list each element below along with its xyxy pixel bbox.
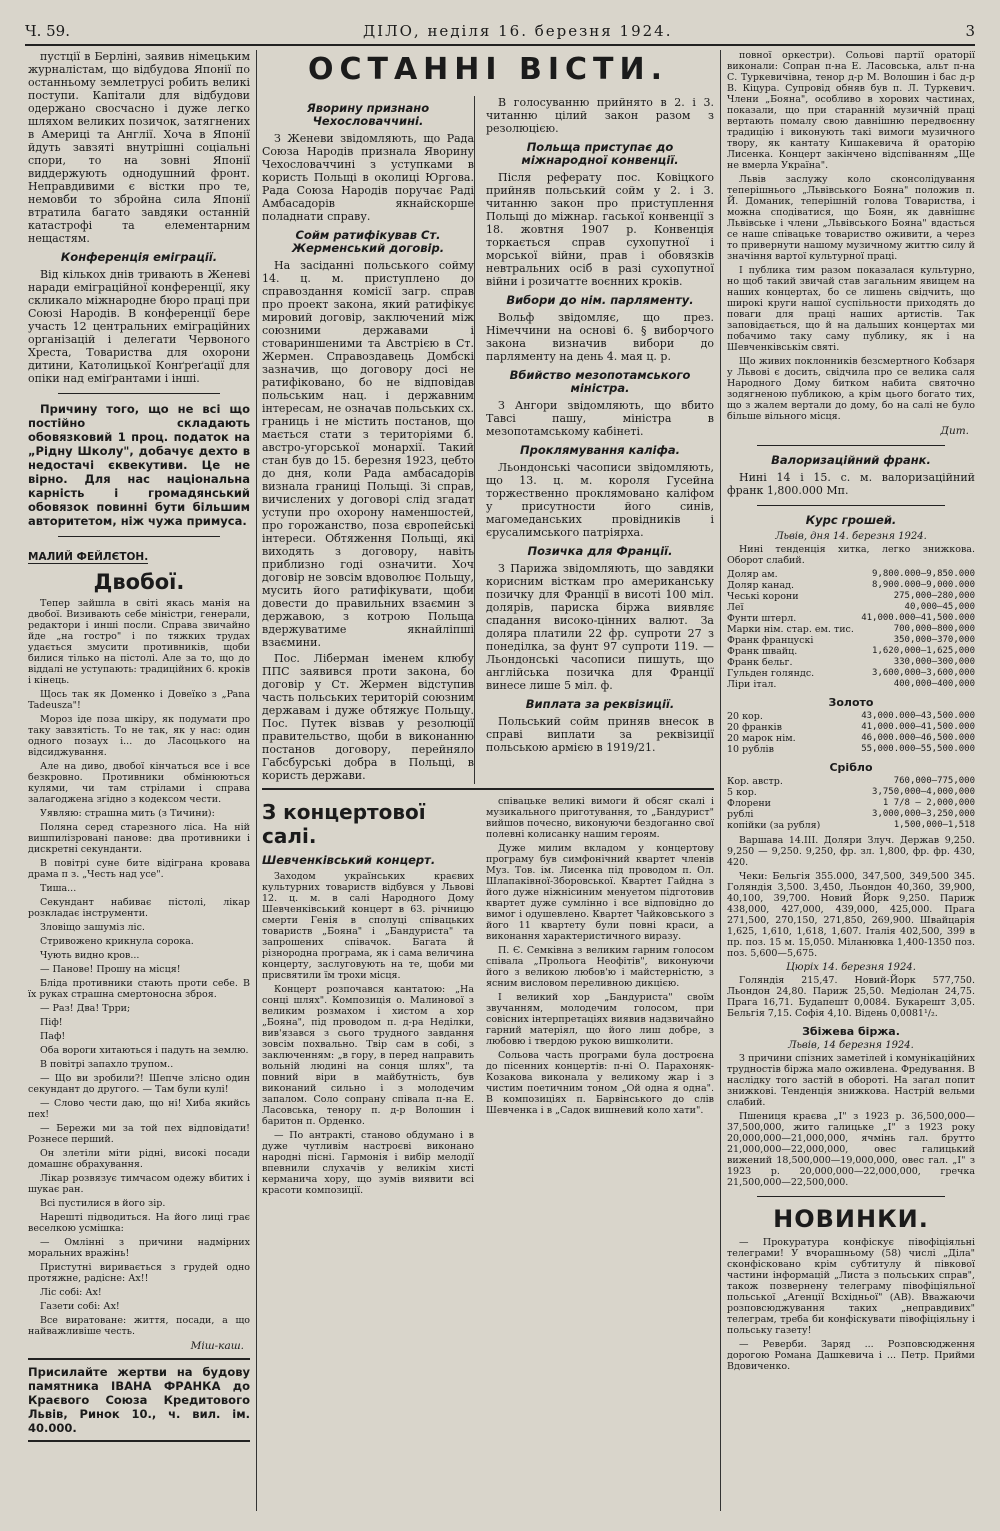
concert-title: З концертової салі. (262, 800, 426, 848)
paragraph: — Реверби. Заряд ... Розповсюдження дорогою Романа Дашкевича і ... Петр. Прийми Вдовиченко. (727, 1339, 975, 1372)
rate-value: 350,000—370,000 (893, 635, 975, 645)
rates-date: Львів, дня 14. березня 1924. (775, 531, 927, 542)
paragraph: — Раз! Два! Трри; (40, 1003, 131, 1014)
rate-label: 20 кор. (727, 711, 763, 722)
rate-row (727, 722, 975, 733)
paragraph: Паф! (40, 1031, 66, 1042)
rate-label: Франк бельг. (727, 657, 793, 668)
paragraph: Льондонські часописи звідомляють, що 13. ц. м. короля Гусейна торжественно проклямовано каліфом у присутности його синів, магомеданських провідників і єрусалимського патріярха. (486, 461, 714, 539)
divider (58, 393, 220, 394)
paragraph: — Омлінні з причини надмірних моральних вражінь! (28, 1237, 250, 1259)
paragraph: Зловіщо зашуміз ліс. (40, 922, 145, 933)
paragraph: І великий хор „Бандуриста" своїм звучанням, молодечим голосом, при совісних інтерпретаціях виявив надзвичайно гарний матеріял, що його лиш добре, з любовю і твердою рукою вишколити. (486, 992, 714, 1047)
paragraph: В повітрі запахло трупом.. (40, 1059, 174, 1070)
paragraph: Польський сойм приняв внесок в справі виплати за реквізиції польською армією в 1919/21. (486, 715, 714, 754)
rate-label: Фунти штерл. (727, 613, 797, 624)
feuilleton-body (28, 598, 250, 1337)
concert-signature: Дит. (940, 425, 969, 437)
column-3 (486, 96, 714, 785)
rate-value: 1,620,000—1,625,000 (872, 646, 975, 656)
rate-row (727, 820, 975, 831)
paragraph: З Ангори звідомляють, що вбито Тавсі пашу, міністра в мезопотамському кабінеті. (486, 399, 714, 438)
rate-row (727, 569, 975, 580)
paragraph: Поляна серед старезного ліса. На ній вишпилізровані панове: два противники і дискретні секунданти. (28, 822, 250, 855)
concert-article-left (262, 796, 474, 1511)
rate-label: Флорени (727, 798, 772, 809)
rate-value: 8,900.000—9,000.000 (872, 580, 975, 590)
paragraph: Тиша... (40, 883, 77, 894)
silver-heading: Срібло (829, 761, 873, 774)
paragraph: Он злетіли міти рідні, високі посади домашнє обрахування. (28, 1148, 250, 1170)
rate-label: Франк францускі (727, 635, 814, 646)
paragraph: Лікар розвязує тимчасом одежу вбитих і шукає ран. (28, 1173, 250, 1195)
paragraph: З причини спізних заметілей і комунікаційних трудностів біржа мало оживлена. Фредування. В наслідку того застій в обороті. На загал попит знижкові. Тенденція знижкова. Настрій вельми слабий. (727, 1053, 975, 1108)
paragraph: Сольова часть програми була достроєна до пісенних концертів: п-ні О. Парахоняк-Козакова виконала у великому жар і з чистим поетичним тоном „Ой одна я одна". В композиціях п. Барвінського до слів Шевченка і в „Садок вишневий коло хати". (486, 1050, 714, 1116)
column-rule (474, 96, 475, 784)
rate-label: Леї (727, 602, 744, 613)
section-kicker: МАЛИЙ ФЕЙЛЄТОН. (28, 551, 149, 563)
paragraph: Всі пустилися в його зір. (40, 1198, 166, 1209)
paragraph: Нині 14 і 15. с. м. валоризаційний франк 1,800.000 Мп. (727, 471, 975, 497)
headline-exchange-rates: Курс грошей. (805, 513, 897, 527)
divider (757, 1196, 945, 1197)
masthead-title: ДІЛО, неділя 16. березня 1924. (362, 22, 673, 40)
paragraph: П. Є. Семківна з великим гарним голосом співала „Прольога Неофітів", виконуючи його з великою любов'ю і майстерністю, з ясним висловом переливною дикцією. (486, 945, 714, 989)
gold-heading: Золото (828, 696, 874, 709)
paragraph: Нині тенденція хитка, легко знижкова. Оборот слабий. (727, 544, 975, 566)
paragraph: Голяндія 215,47. Новий-Йорк 577,750. Льондон 24,80. Париж 25,50. Медіолан 24,75. Прага 16,71. Будапешт 0,0084. Букарешт 3,05. Бельгія 7,15. Софія 4,10. Відень 0,0081¹/₂. (727, 975, 975, 1019)
rate-value: 1 7/8 — 2,000,000 (882, 798, 975, 808)
rate-label: 20 марок нім. (727, 733, 796, 744)
paragraph: Все виратоване: життя, посади, а що найважливіше честь. (28, 1315, 250, 1337)
currency-rates-table (727, 569, 975, 690)
grain-exchange-heading: Збіжева біржа. (802, 1025, 900, 1038)
rate-row (727, 733, 975, 744)
paragraph: Ліс собі: Ах! (40, 1287, 102, 1298)
paragraph: Вольф звідомляє, що през. Німеччини на основі 6. § виборчого закона визначив вибори до парляменту на день 4. мая ц. р. (486, 311, 714, 363)
paragraph: — Прокуратура конфіскує півофіціяльні телеграми! У вчорашньому (58) числі „Діла" сконфісковано крім субтитулу й півкової частини інформацій „Листа з польських справ", також позвернену телеграму півофіціяльної польської „Агенції Всхідньої" (АВ). Вважаючи розповсюджування таких „неправдивих" телеграм, треба би конфіскувати півофіціяльну і польську газету! (727, 1237, 975, 1336)
rate-value: 3,000,000—3,250,000 (872, 809, 975, 819)
divider (58, 536, 220, 537)
paragraph: Піф! (40, 1017, 63, 1028)
paragraph: На засіданні польського сойму 14. ц. м. приступлено до справоздання комісії загр. справ про проект закона, який ратифікує мировий договір, заключений між союзними державами і стовариншеними та Австрією в Ст. Жермен. Справоздавець Домбскі зазначив, що договору досі не ратифіковано, бо не відповідав польським нац. і державним інтересам, не означав польських сх. границь і не містить постанов, що мається стати з територіями б. австро-угорської монархії. Такий стан був до 15. березня 1923, цебто до дня, коли Рада амбасадорів визнала границі Польщі. Зі справ, вичислених у договорі слід згадат уступи про охорону наменшостей, про горожанство, поза європейські інтереси. Обтяження Польщі, які виходять з договору, навіть приблизно годі означити. Хоч договір не зовсім вдоволює Польщу, мусить його ратифікувати, щоби довести до правильних взаємин з державою, з котрою Польща вдержуватиме якнайліпші взаємини. (262, 259, 474, 649)
rate-value: 41,000.000—41,500.000 (861, 613, 975, 623)
rate-row (727, 613, 975, 624)
paragraph: повної оркестри). Сольові партії ораторії виконали: Сопран п-на Е. Ласовська, альт п-на С. Туркевичівна, тенор д-р М. Волошин і бас д-р В. Кіцура. Супровід обняв був п. Л. Туркевич. Члени „Бояна", особливо в хорових частинах, показали, що при старанній музичній праці вертають помалу свою давнішню передвоєнну традицію і виконують такі вимоги музичного твору, як кантату Кишакевича й ораторію Лисенка. Концерт закінчено відспіванням „Ще не вмерла Україна". (727, 50, 975, 171)
concert-article-right (486, 796, 714, 1511)
rate-label: 5 кор. (727, 787, 757, 798)
rate-value: 40,000—45,000 (904, 602, 975, 612)
rate-label: Гульден голяндс. (727, 668, 815, 679)
divider (757, 505, 945, 506)
gold-rates-table (727, 711, 975, 755)
zurich-date: Цюріх 14. березня 1924. (786, 962, 916, 973)
column-4 (727, 50, 975, 1511)
paragraph: Стривожено крикнула сорока. (40, 936, 194, 947)
rate-value: 3,750,000—4,000,000 (872, 787, 975, 797)
rate-row (727, 646, 975, 657)
page-header (25, 18, 975, 46)
rate-row (727, 591, 975, 602)
paragraph: Але на диво, двобої кінчаться все і все безкровно. Противники обмінюються кулями, чи там стрілами і справа залагоджена згідно з кодексом чести. (28, 761, 250, 805)
rate-value: 700,000—800,000 (893, 624, 975, 634)
rate-label: Доляр канад. (727, 580, 795, 591)
rate-row (727, 657, 975, 668)
headline-hague-convention: Польща приступає до міжнародної конвенції. (521, 140, 679, 167)
headline-emigration-conference: Конференція еміграції. (60, 250, 218, 264)
school-tax-notice (28, 402, 250, 528)
rate-row (727, 602, 975, 613)
paragraph: — Що ви зробили?! Шепче злісно один секундант до другого. — Там були кулі! (28, 1073, 250, 1095)
rate-value: 760,000—775,000 (893, 776, 975, 786)
headline-mesopotamia-minister: Вбийство мезопотамського міністра. (509, 368, 691, 395)
rate-label: 10 рублів (727, 744, 774, 755)
paragraph: співацьке великі вимоги й обсяг скалі і музикального приготування, то „Бандурист" вийшов почесно, виконуючи бездоганно свої полевні колиcанку нашим героям. (486, 796, 714, 840)
paragraph: Що живих поклонників безсмертного Кобзаря у Львові є досить, свідчила про се велика саля Народного Дому битком набита святочно зодягненою публикою, а крім цього богато тих, що з жалем вертали до дому, бо на салі не було більше вільного місця. (727, 356, 975, 422)
divider (757, 445, 945, 446)
column-rule (720, 50, 721, 1511)
paragraph: Пшениця краєва „I" з 1923 р. 36,500,000—37,500,000, жито галицьке „I" з 1923 року 20,000,000—21,000,000, ячмінь гал. бруттo 21,000,000—22,000,000, овес галицький вижений 18,500,000—19,000,000, овес гал. „I" з 1923 р. 20,000,000—22,000,000, гречка 21,500,000—22,500,000. (727, 1111, 975, 1188)
paragraph: Дуже милим вкладом у концертову програму був симфонічний квартет членів Муз. Тов. ім. Лисенка під проводом п. Ол. Шлапаківної-Зборовської. Квартет Гайдна з його дуже ніжнісиним менуетом підготовив квартет дуже сумлінно і все відповідно до вимог і одушевлено. Квартет Чайковського з його 11 квартету були повні краси, а виконання характеристичного виразу. (486, 843, 714, 942)
rate-row (727, 580, 975, 591)
paragraph: — Панове! Прошу на місця! (40, 964, 181, 975)
rate-row (727, 809, 975, 820)
paragraph: Чують видно кров... (40, 950, 140, 961)
paragraph: Причину того, що не всі що постійно складають обовязковий 1 проц. податок на „Рідну Школу", добачує дехто в недостачі єквекутиви. Це не вірно. Для нас національна карність і громадянський обовязок повинні бути більшим авторитетом, ніж чужа примуса. (28, 402, 250, 528)
rate-row (727, 711, 975, 722)
paragraph: З Парижа звідомляють, що завдяки корисним вісткам про американську позичку для Франції в висоті 100 міл. долярів, парискa біржа виявляє спадання високо-цінних валют. За доляра платили 22 фр. супроти 27 з понеділка, за фунт 97 супроти 119. — Льондонські часописи пишуть, що англійська позичка для Франції винесе лише 5 міл. ф. (486, 562, 714, 692)
paragraph: Мороз іде поза шкіру, як подумати про таку завзятість. То не так, як у нас: один одного позаух і... до Ласоцького на відсиджування. (28, 714, 250, 758)
paragraph: Газети собі: Ах! (40, 1301, 120, 1312)
rate-row (727, 668, 975, 679)
paragraph: пустції в Берліні, заявив німецьким журналістам, що відбудова Японії по останньому землетрусі робить великі поступи. Капітали для відбудови одержано свосчасно і дуже легко шляхом великих позичок, затягнених в Америці та Англії. Хоча в Японії йдуть завзяті внутрішні соціальні спори, то на зовні Японії виддержують однодушний фронт. Неправдивими є вістки про те, немовби то збройна сила Японії втратила багато завдяки останній катастрофі та елементарним нещастям. (28, 50, 250, 245)
rate-label: 20 франків (727, 722, 782, 733)
headline-st-germain-treaty: Сойм ратифікував Ст. Жерменський договір. (291, 228, 445, 255)
rate-row (727, 787, 975, 798)
page-number: 3 (965, 22, 975, 40)
paragraph: Бліда противники стають проти себе. В їх руках страшна смертоносна зброя. (28, 978, 250, 1000)
grain-exchange-date: Львів, 14 березня 1924. (788, 1040, 914, 1051)
paragraph: — Бережи ми за той пех відповідати! Рознесе перший. (28, 1123, 250, 1145)
rate-label: копійки (за рубля) (727, 820, 821, 831)
paragraph: В голосуванню прийнято в 2. і 3. читанню цілий закон разом з резолюцією. (486, 96, 714, 135)
column-rule (256, 50, 257, 1511)
headline-requisitions: Виплата за реквізиції. (525, 697, 675, 711)
rate-value: 400,000—400,000 (893, 679, 975, 689)
rate-label: Кор. австр. (727, 776, 783, 787)
paragraph: Пристутні виривається з грудей одно протяжне, радісне: Ах!! (28, 1262, 250, 1284)
paragraph: Уявляю: страшна мить (з Тичини): (40, 808, 215, 819)
rate-label: Доляр ам. (727, 569, 778, 580)
paragraph: Заходом українських краєвих культурних товариств відбувся у Львові 12. ц. м. в салі Народного Дому Шевченківський концерт в 63. річницю смерти Генія в сполуці співацьких товариств „Бояна" і „Бандуриста" та запрошених співачок. Багата й різнородна програма, як і сама величина концерту, заслуговують на те, щоби ми присвятили їм трохи місця. (262, 871, 474, 981)
rate-value: 330,000—300,000 (893, 657, 975, 667)
paragraph: Концерт розпочався кантатою: „На сонці шлях". Композиція о. Малинової з великим розмахом і хистом а хор „Бояна", під проводом п. д-ра Неділки, вив'язався з сього трудного завдання зовсім похвально. Твір сам в собі, з заключенням: „в гору, в перед направить вольній людині на сонця шлях", та повний віри в майбутність, був виконаний сильно і з молодечим запалом. Соло сопрану співала п-на Е. Ласовська, тенору п. д-р Волошин і баритон п. Орденко. (262, 984, 474, 1127)
paragraph: Варшава 14.III. Доляри Злуч. Держав 9,250. 9,250 — 9,250. 9,250, фр. зл. 1,800, фр. фр. 430, 420. (727, 835, 975, 868)
headline-javoryna: Яворину признано Чехословаччині. (306, 101, 430, 128)
paragraph: В повітрі суне бите відіграна кровава драма п з. „Честь над усе". (28, 858, 250, 880)
column-2 (262, 96, 474, 785)
concert-continuation (727, 50, 975, 422)
headline-loan-france: Позичка для Франції. (527, 544, 673, 558)
rate-value: 41,000.000—41,500.000 (861, 722, 975, 732)
rate-row (727, 776, 975, 787)
rate-row (727, 744, 975, 755)
paragraph: Щось так як Доменко і Довеїко з „Pana Tadeusza"! (28, 689, 250, 711)
rate-row (727, 635, 975, 646)
paragraph: І публика тим разом показалася культурно, но щоб такий звичай став загальним явищем на наших концертах, бо се лишень свідчить, що широкі круги нашої суспільности приходять до поваги для праці наших артистів. Так заповідається, що й на дальших концертах ми побачимо таку саму публику, як і на Шевченківськім святі. (727, 265, 975, 353)
issue-number: Ч. 59. (25, 22, 70, 40)
rate-row (727, 679, 975, 690)
paragraph: Секундант набиває пістолі, лікар розкладає інструменти. (28, 897, 250, 919)
rate-value: 46,000.000—46,500.000 (861, 733, 975, 743)
paragraph: Оба вороги хитаються і падуть на землю. (40, 1045, 249, 1056)
concert-subtitle: Шевченківський концерт. (262, 853, 436, 867)
headline-german-elections: Вибори до нім. парляменту. (506, 293, 694, 307)
paragraph: — Слово чести даю, що ні! Хиба якийсь пех! (28, 1098, 250, 1120)
rate-row (727, 798, 975, 809)
headline-valorization-franc: Валоризаційний франк. (771, 453, 931, 467)
rate-label: Франк швайц. (727, 646, 798, 657)
rate-value: 3,600,000—3,600,000 (872, 668, 975, 678)
paragraph: Тепер зайшла в світі якась манія на двобої. Визивають себе міністри, генерали, редактори і инші посли. Справа звичайно йде „на гостро" і по тяжких трудах удається змусити противників, щоби билися тілько на пістолі. Але за то, що до віддалі не уступають: традиційних 6. кроків і кінець. (28, 598, 250, 686)
paragraph: — По антракті, станово обдумано і в дуже чутливім настроєві виконано народні пісні. Гармонія і вибір мелодії впевнили слухачів у великім хисті керманича хору, що зумів виявити всі красоти композиції. (262, 1130, 474, 1196)
column-1 (28, 50, 250, 1511)
paragraph: З Женеви звідомляють, що Рада Союза Народів признала Яворину Чехословаччині з уступками в користь Польщі в околиці Юргова. Рада Союза Народів поручає Раді Амбасадорів якнайскорше поладнати справу. (262, 132, 474, 223)
rate-label: Марки нім. стар. ем. тис. (727, 624, 854, 635)
japan-article (28, 50, 250, 245)
rate-row (727, 624, 975, 635)
rate-value: 43,000.000—43,500.000 (861, 711, 975, 721)
rate-label: Ліри італ. (727, 679, 777, 690)
paragraph: Нарешті підводиться. На його лиці грає веселкою усмішка: (28, 1212, 250, 1234)
news-section-title: НОВИНКИ. (773, 1205, 929, 1233)
paragraph: Після реферату пос. Ковіцкого прийняв польський сойм у 2. і 3. читанню закон про приступлення Польщі до міжнар. гаської конвенції з 18. жовтня 1907 р. Конвенція торкається справ сухопутної і морської війни, прав і обовязків невтральних осіб в разі сухопутної війни і розичатте воєнних кроків. (486, 171, 714, 288)
headline-caliph: Проклямування каліфа. (519, 443, 681, 457)
latest-news-banner: ОСТАННІ ВІСТИ. (307, 52, 669, 87)
paragraph: Львів заслужу коло сконсолідування теперішнього „Львівського Бояна" положив п. Й. Доманик, теперішній голова Товариства, і можна сподіватися, що Боян, як давнішнє Львівське і члени „Львівського Бояна" вдасться се наше співацьке товариство оживити, а через то привернути нашому музичному життю силу й значіння вартої культурної праці. (727, 174, 975, 262)
rate-label: рублі (727, 809, 754, 820)
paragraph: Чеки: Бельгія 355.000, 347,500, 349,500 345. Голяндія 3,500. 3,450, Льондон 40,360, 39,900, 40,100, 39,700. Новий Йорк 9,250. Париж 438,000, 427,000, 439,000, 425,000. Прага 271,500, 270,150, 271,850, 269,900. Швайцарія 1,625, 1,610, 1,618, 1,607. Італія 402,500, 399 в пр. поз. 15 м. 15,050. Міланювка 1,400-1350 поз. поз. 5,600—5,675. (727, 871, 975, 959)
franko-monument-appeal: Присилайте жертви на будову памятника ІВАНА ФРАНКА до Краєвого Союза Кредитового Львів, Ринок 10., ч. вил. ім. 40.000. (28, 1358, 250, 1442)
feuilleton-signature: Міш-каш. (190, 1340, 244, 1352)
paragraph: Пос. Ліберман іменем клюбу ППС заявився проти закона, бо договір у Ст. Жермен відступив часть польських територій союзним державам і дуже обтяжує Польщу. Пос. Путек візвав у резолюції правительство, щоби в виконанню постанов договору, перейняло Габсбурські добра в Польщі, в користь держави. (262, 652, 474, 782)
silver-rates-table (727, 776, 975, 831)
rate-label: Чеські корони (727, 591, 799, 602)
rate-value: 9,800.000—9,850.000 (872, 569, 975, 579)
feuilleton-title: Двобої. (93, 570, 185, 594)
section-divider (262, 788, 714, 790)
rate-value: 275,000—280,000 (893, 591, 975, 601)
rate-value: 1,500,000—1,518 (893, 820, 975, 830)
paragraph: Від кількох днів тривають в Женеві наради еміграційної конференції, яку скликало міжнародне бюро праці при Союзі Народів. В конференції бере участь 12 центральних еміграційних організацій і делегати Червоного Хреста, Товариства для охорони дитини, Католицької Конґреґації для опіки над еміґрантами і інші. (28, 268, 250, 385)
rate-value: 55,000.000—55,500.000 (861, 744, 975, 754)
